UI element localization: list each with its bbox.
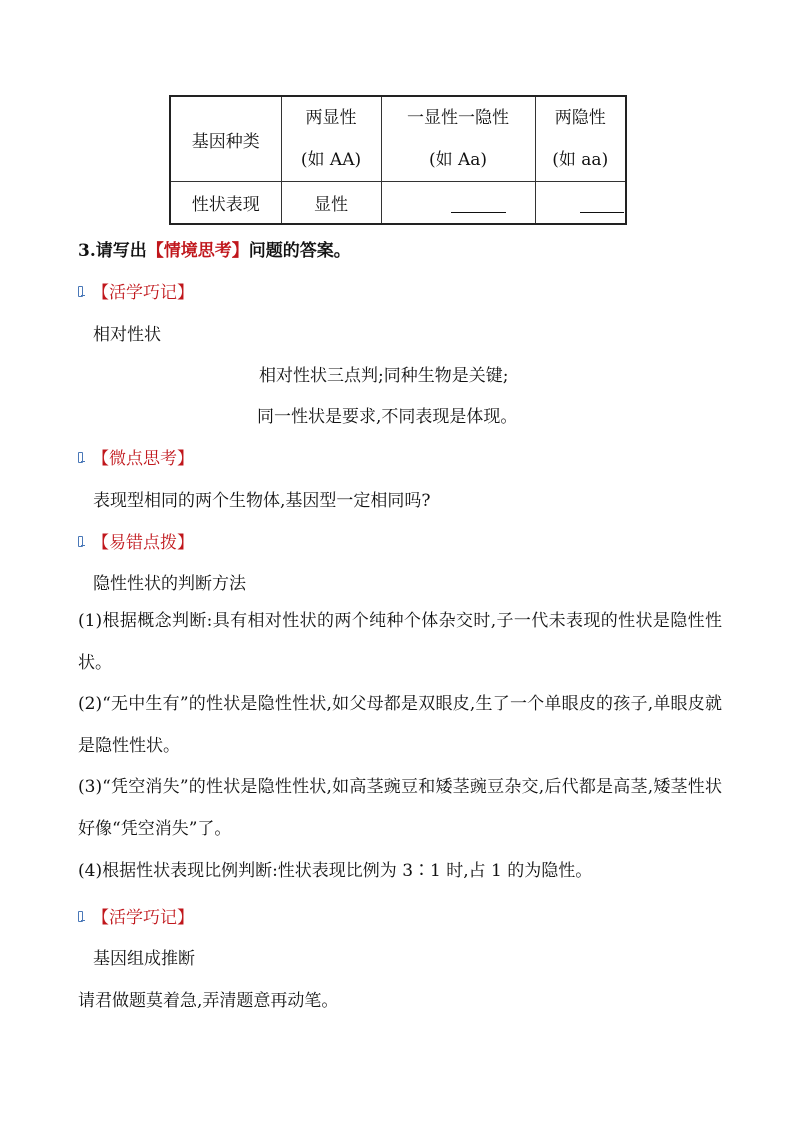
table-cell: 一显性一隐性 (如 Aa) bbox=[381, 96, 535, 182]
mnemonic-line: 相对性状三点判;同种生物是关键; bbox=[259, 366, 509, 386]
section-title: 隐性性状的判断方法 bbox=[93, 574, 246, 594]
list-item: (4)根据性状表现比例判断:性状表现比例为 3∶1 时,占 1 的为隐性。 bbox=[78, 861, 593, 881]
answer-blank[interactable] bbox=[451, 192, 506, 213]
table-cell: 性状表现 bbox=[170, 182, 281, 224]
question-3: 3.请写出【情境思考】问题的答案。 bbox=[78, 241, 351, 261]
gene-type-table bbox=[169, 95, 627, 225]
section-title: 基因组成推断 bbox=[93, 949, 195, 969]
table-cell bbox=[381, 182, 535, 224]
table-row bbox=[170, 96, 626, 182]
pin-icon bbox=[76, 285, 86, 297]
table-cell: 基因种类 bbox=[170, 96, 281, 182]
section-tag: 【易错点拨】 bbox=[76, 528, 194, 553]
situation-thinking-label: 【情境思考】 bbox=[146, 241, 249, 261]
section-tag: 【微点思考】 bbox=[76, 444, 194, 469]
list-item: (1)根据概念判断:具有相对性状的两个纯种个体杂交时,子一代未表现的性状是隐性性状。 bbox=[78, 611, 722, 673]
pin-icon bbox=[76, 535, 86, 547]
list-item: (2)“无中生有”的性状是隐性性状,如父母都是双眼皮,生了一个单眼皮的孩子,单眼皮就是隐性性状。 bbox=[78, 694, 722, 756]
pin-icon bbox=[76, 451, 86, 463]
table-cell bbox=[535, 182, 626, 224]
thinking-question: 表现型相同的两个生物体,基因型一定相同吗? bbox=[93, 491, 431, 511]
table-cell: 显性 bbox=[281, 182, 381, 224]
mnemonic-line: 同一性状是要求,不同表现是体现。 bbox=[257, 407, 518, 427]
list-item: (3)“凭空消失”的性状是隐性性状,如高茎豌豆和矮茎豌豆杂交,后代都是高茎,矮茎性状好像“凭空消失”了。 bbox=[78, 777, 722, 839]
table-row bbox=[170, 182, 626, 224]
table-cell: 两显性 (如 AA) bbox=[281, 96, 381, 182]
section-tag: 【活学巧记】 bbox=[76, 903, 194, 928]
section-title: 相对性状 bbox=[93, 325, 161, 345]
section-tag: 【活学巧记】 bbox=[76, 278, 194, 303]
table-cell: 两隐性 (如 aa) bbox=[535, 96, 626, 182]
answer-blank[interactable] bbox=[580, 192, 624, 213]
mnemonic-line: 请君做题莫着急,弄清题意再动笔。 bbox=[78, 991, 339, 1011]
pin-icon bbox=[76, 910, 86, 922]
